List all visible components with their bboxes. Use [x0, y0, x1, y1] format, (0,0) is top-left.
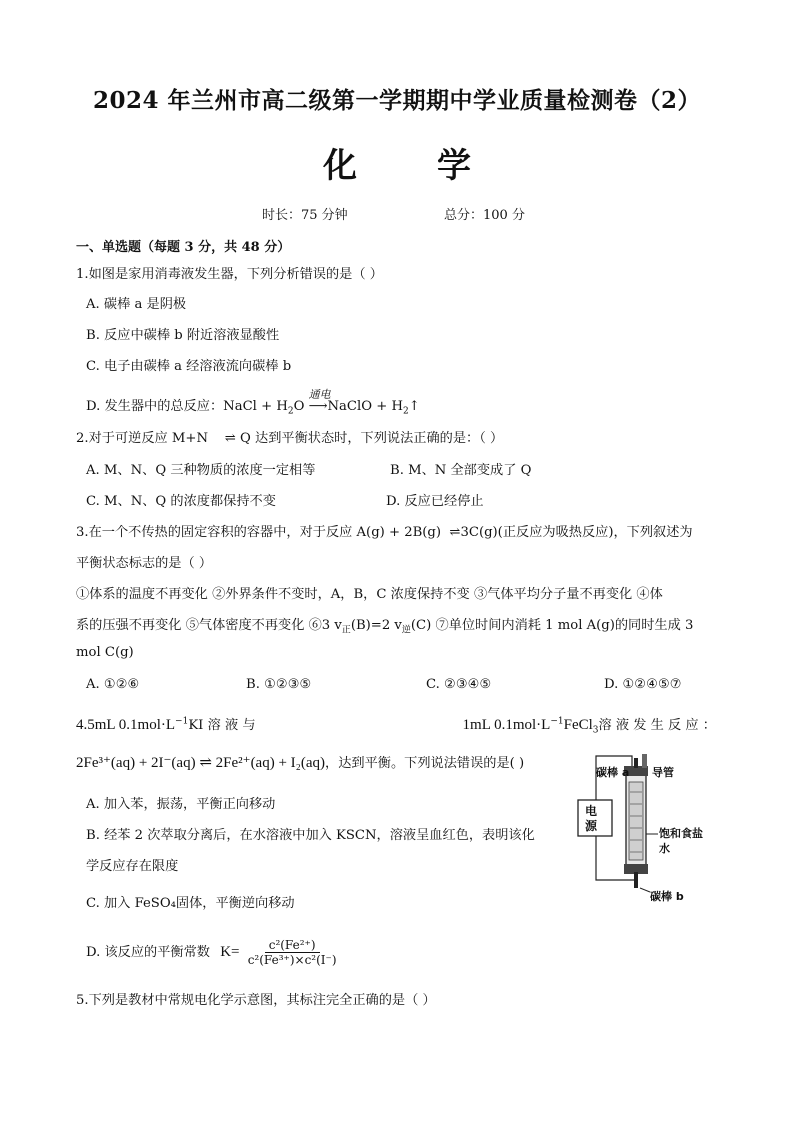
q4-stem-line1: 4.5mL $0.1mol\cdot L^{-1}KI$ 溶 液 与 1mL $0.1mol\cdot L^{-1}FeCl_3$溶 液 发 生 反 应 ：	[76, 716, 716, 736]
q1-stem: 1.如图是家用消毒液发生器，下列分析错误的是（ ）	[76, 267, 383, 282]
q2-stem: 2.对于可逆反应 M+N ⇌ Q 达到平衡状态时，下列说法正确的是：（ ）	[76, 431, 504, 446]
q3-conditions-line2: 系的压强不再变化 ⑤气体密度不再变化 ⑥3 $v_正(B)=2$ $v_逆(C)$ ⑦单位时间内消耗 1 mol A(g)的同时生成 3	[76, 618, 694, 636]
q4-option-a: A. 加入苯，振荡，平衡正向移动	[86, 797, 276, 812]
q4-equation: 2Fe³⁺(aq) + 2I⁻(aq) ⇌ 2Fe²⁺(aq) + I₂(aq)	[76, 755, 326, 771]
q2-option-a: A. M、N、Q 三种物质的浓度一定相等	[86, 463, 316, 478]
subject-char-1: 化	[323, 146, 357, 186]
q4-option-c: C. 加入 FeSO₄固体，平衡逆向移动	[86, 896, 295, 911]
q3-option-c: C. ②③④⑤	[426, 677, 492, 692]
conduit-label: 导管	[652, 766, 674, 779]
exam-total-score: 总分：100 分	[444, 208, 525, 223]
q2-option-c: C. M、N、Q 的浓度都保持不变	[86, 494, 276, 509]
reaction-condition: 通电	[308, 388, 331, 401]
q3-stem-line1: 3.在一个不传热的固定容积的容器中，对于反应 A(g) + 2B(g) ⇌3C(g)(正反应为吸热反应)，下列叙述为	[76, 525, 693, 540]
q3-option-b: B. ①②③⑤	[246, 677, 312, 692]
carbon-rod-b-label: 碳棒 b	[650, 890, 684, 903]
carbon-rod-a-label: 碳棒 a	[596, 766, 630, 779]
equilibrium-constant-fraction: $\frac{\text{c²(Fe²⁺)}}{\text{c²(Fe³⁺)×c²(I⁻)}}$	[247, 938, 337, 967]
power-source-label: 电源	[585, 804, 598, 833]
q4-equation-line: 2Fe³⁺(aq) + 2I⁻(aq) ⇌ 2Fe²⁺(aq) + I₂(aq)，达到平衡。下列说法错误的是( )	[76, 755, 525, 771]
q1-option-a: A. 碳棒 a 是阴极	[86, 297, 187, 312]
q3-conditions-line3: mol C(g)	[76, 645, 134, 660]
q3-stem-line2: 平衡状态标志的是（ ）	[76, 556, 213, 571]
subject-heading	[0, 138, 794, 187]
subject-char-2: 学	[437, 146, 471, 186]
exam-title: 2024 年兰州市高二级第一学期期中学业质量检测卷（2）	[92, 87, 702, 114]
q3-option-a: A. ①②⑥	[86, 677, 140, 692]
q4-option-d: D. 该反应的平衡常数 K= $\frac{\text{c²(Fe²⁺)}}{\text{c²(Fe³⁺)×c²(I⁻)}}$	[86, 938, 341, 967]
section-heading: 一、单选题（每题 3 分，共 48 分）	[76, 240, 291, 255]
q5-stem: 5.下列是教材中常规电化学示意图，其标注完全正确的是（ ）	[76, 993, 436, 1008]
q4-option-b-line2: 学反应存在限度	[86, 859, 179, 874]
q1-option-b: B. 反应中碳棒 b 附近溶液显酸性	[86, 328, 280, 343]
q2-option-b: B. M、N 全部变成了 Q	[390, 463, 532, 478]
q4-option-b-line1: B. 经苯 2 次萃取分离后，在水溶液中加入 KSCN，溶液呈血红色，表明该化	[86, 828, 535, 843]
exam-duration: 时长：75 分钟	[262, 208, 348, 223]
q1-option-c: C. 电子由碳棒 a 经溶液流向碳棒 b	[86, 359, 292, 374]
q2-option-d: D. 反应已经停止	[386, 494, 484, 509]
saturated-brine-label: 饱和食盐水	[659, 827, 703, 855]
electrolysis-diagram	[572, 752, 712, 912]
q1-option-d: D. 发生器中的总反应：NaCl + $H_2O$ 通电 ⟶NaClO + $H_2↑$	[86, 388, 420, 417]
q3-conditions-line1: ①体系的温度不再变化 ②外界条件不变时，A，B，C 浓度保持不变 ③气体平均分子量不再变化 ④体	[76, 587, 663, 602]
q3-option-d: D. ①②④⑤⑦	[604, 677, 682, 692]
